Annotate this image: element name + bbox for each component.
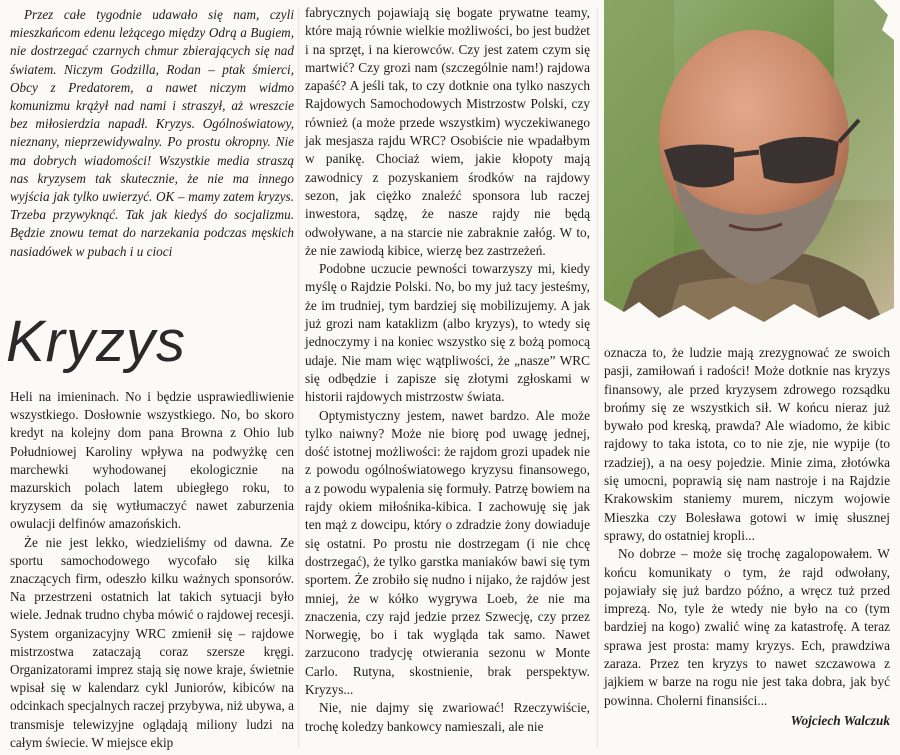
- paragraph: No dobrze – może się trochę zagalopowałem. W końcu komunikaty o tym, że rajd odwołany, pojawiały się już bardzo późno, a wręcz tuż przed imprezą. No, tyle że wtedy nie było na co (tym bardziej na kogo) zwalić winę za katastrofę. A teraz sprawa jest prosta: mamy kryzys. Ech, prawdziwa zaraza. Przez ten kryzys to nawet szczawowa z jajkiem w barze na rogu nie jest taka dobra, jak być powinna. Cholerni finansiści...: [604, 546, 890, 708]
- column-rule: [597, 8, 598, 748]
- column-rule: [298, 8, 299, 748]
- paragraph: Optymistyczny jestem, nawet bardzo. Ale może tylko naiwny? Może nie biorę pod uwagę jednej, dość istotnej możliwości: że rajdom grozi upadek nie z powodu ogólnoświatowego kryzysu finansowego, a z powodu wypalenia się formuły. Patrzę bowiem na rajdy okiem miłośnika-kibica. I zachowuję się jak ten mąż z dowcipu, który o zdradzie żony dowiaduje się ostatni. Po prostu nie dostrzegam (i nie chcę dostrzegać), że tylko garstka maniaków bawi się tym sportem. Że zrobiło się nudno i nijako, że rajdów jest mniej, że w kółko wygrywa Loeb, że nie ma znaczenia, czy rajd jedzie przez Szwecję, czy przez Norwegię, bo i tak wygląda tak samo. Nawet zarzucono tradycję otwierania sezonu w Monte Carlo. Rutyna, skostnienie, brak perspektyw. Kryzys...: [305, 407, 590, 697]
- paragraph: oznacza to, że ludzie mają zrezygnować ze swoich pasji, zamiłowań i radości! Może dotknie nas kryzys finansowy, ale przed kryzysem zdrowego rozsądku brońmy się ze wszystkich sił. W końcu nieraz już bywało pod kreską, prawda? Ale wiadomo, że kibic rajdowy to taka istota, co to nie zje, nie wypije (to rzadziej), a na oesy pojedzie. Minie zima, złotówka się umocni, poprawią się nam nastroje i na Rajdzie Krakowskim staniemy murem, niczym wojowie Mieszka czy Bolesława gotowi w imię słusznej sprawy, do ostatniej kropli...: [604, 345, 890, 543]
- intro-paragraph: Przez całe tygodnie udawało się nam, czyli mieszkańcom edenu leżącego między Odrą a Bugiem, nie dostrzegać czarnych chmur zbierających się nad światem. Niczym Godzilla, Rodan – ptak śmierci, Obcy z Predatorem, a nawet niczym widmo komunizmu krążył nad nami i straszył, aż wreszcie bez miłosierdzia napadł. Kryzys. Ogólnoświatowy, nieznany, nieprzewidywalny. Po prostu okropny. Nie ma dobrych wiadomości! Wszystkie media straszą nas kryzysem tak skutecznie, że nie ma innego wyjścia jak tylko uwierzyć. OK – mamy zatem kryzys. Trzeba przywyknąć. Tak jak kiedyś do socjalizmu. Będzie znowu temat do narzekania podczas męskich nasiadówek w pubach i u cioci: [10, 7, 294, 259]
- article-intro: [10, 6, 294, 274]
- article-title: Kryzys: [6, 309, 186, 374]
- paragraph: Że nie jest lekko, wiedzieliśmy od dawna. Ze sportu samochodowego wycofało się kilka znaczących firm, odeszło kilku ważnych sponsorów. Na przestrzeni ostatnich lat takich sytuacji było wiele. Jednak trudno chyba mówić o rajdowej recesji. System organizacyjny WRC zmienił się – rajdowe mistrzostwa zataczają coraz szersze kręgi. Organizatorami imprez stają się nowe kraje, świetnie wpisał się w kalendarz cykl Juniorów, kibiców na odcinkach specjalnych raczej przybywa, niż ubywa, a transmisje telewizyjne oglądają miliony ludzi na całym świecie. W miejsce ekip: [10, 534, 294, 750]
- paragraph: Podobne uczucie pewności towarzyszy mi, kiedy myślę o Rajdzie Polski. No, bo my już tacy jesteśmy, że im trudniej, tym bardziej się mobilizujemy. A jak już grozi nam kataklizm (albo kryzys), to wtedy się jednoczymy i na koniec wszystko się z bożą pomocą udaje. Nie mam więc wątpliwości, że „nasze” WRC się odbędzie i zapisze się złotymi zgłoskami w historii rajdowych mistrzostw świata.: [305, 261, 590, 405]
- article-column-2: [305, 4, 590, 736]
- article-column-1: [6, 6, 294, 752]
- article-body-col1: [10, 388, 294, 752]
- author-photo: [604, 0, 894, 334]
- paragraph: Heli na imieninach. No i będzie usprawiedliwienie wszystkiego. Dosłownie wszystkiego. No, bo skoro kredyt na kolejny dom pana Browna z Ohio lub Południowej Karoliny wpływa na podwyżkę cen marchewki wyhodowanej ekologicznie na mazurskich polach latem ubiegłego roku, to kryzysem da się wytłumaczyć nawet zaburzenia owulacji delfinów amazońskich.: [10, 389, 294, 532]
- paragraph: fabrycznych pojawiają się bogate prywatne teamy, które mają równie wielkie możliwości, bo jest budżet i na sprzęt, i na kierowców. Czy jest zatem czym się martwić? Czy grozi nam (szczególnie nam!) rajdowa zapaść? A jeśli tak, to czy dotknie ona tylko naszych Rajdowych Samochodowych Mistrzostw Polski, czy również (a może przede wszystkim) wyczekiwanego jak mesjasza rajdu WRC? Osobiście nie wpadałbym w panikę. Chociaż wiem, jakie kłopoty mają zawodnicy z pozyskaniem środków na rajdowy sezon, jak ciężko znaleźć sponsora lub raczej inwestora, sądzę, że nasze rajdy nie będą odwoływane, a na starcie nie zabraknie załóg. W to, że nie zawiodą kibice, wierzę bez zastrzeżeń.: [305, 5, 590, 258]
- article-column-3: [604, 344, 890, 730]
- author-signature: Wojciech Walczuk: [790, 712, 890, 728]
- author-portrait-icon: [604, 0, 894, 334]
- paragraph: Nie, nie dajmy się zwariować! Rzeczywiście, trochę koledzy bankowcy namieszali, ale nie: [305, 700, 590, 734]
